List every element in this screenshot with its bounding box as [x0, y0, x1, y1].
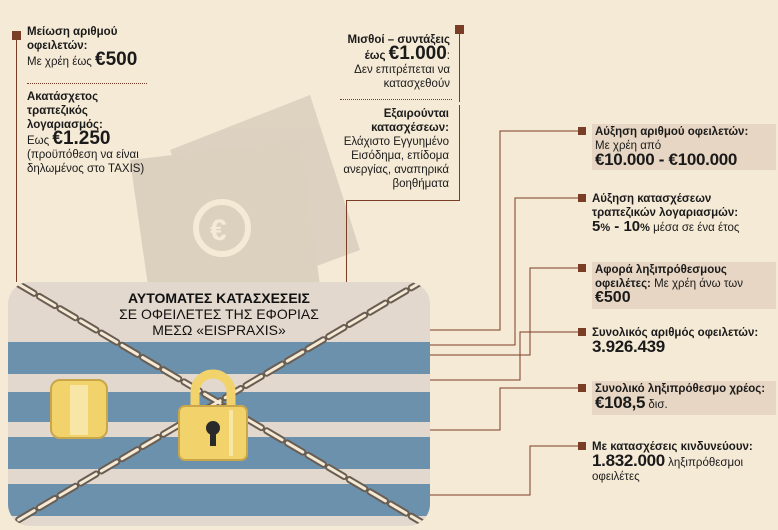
padlock-highlight	[229, 410, 233, 456]
right-note-1-text: Με χρέη από	[595, 140, 662, 152]
padlock-icon	[173, 368, 253, 462]
salaries-heading: Μισθοί – συντάξεις	[347, 34, 450, 46]
salaries-amount: €1.000	[388, 43, 447, 64]
debtors-reduction-prefix: Με χρέη έως	[27, 56, 96, 68]
right-note-5-heading: Συνολικό ληξιπρόθεσμο χρέος:	[595, 383, 766, 395]
salaries-colon: :	[446, 50, 450, 62]
right-note-3-heading: Αφορά ληξιπρόθεσμους οφειλέτες:	[595, 264, 727, 290]
right-note-2-value-2: 10	[623, 218, 641, 235]
exempt-heading: Εξαιρούνται κατασχέσεων:	[371, 108, 449, 134]
right-note-2-text: μέσα σε ένα έτος	[649, 222, 740, 234]
bank-card-illustration	[8, 282, 430, 526]
right-note-total-debtors	[592, 326, 774, 356]
keyhole-slot	[210, 430, 216, 446]
unseizable-account-prefix: Εως	[27, 135, 53, 147]
right-bullet-4	[578, 328, 586, 336]
right-note-4-heading: Συνολικός αριθμός οφειλετών:	[592, 327, 759, 339]
right-note-2-dash: -	[610, 218, 624, 235]
connector-4	[420, 332, 580, 380]
right-note-overdue	[592, 262, 776, 309]
exempt-text: Ελάχιστο Εγγυημένο Εισόδημα, επίδομα ανεργίας, αναπηρικά βοηθήματα	[343, 136, 449, 190]
right-note-2-value-1: 5	[592, 218, 601, 235]
card-title	[8, 290, 430, 338]
padlock-shackle	[195, 374, 231, 408]
card-title-line-3: ΜΕΣΩ «EISPRAXIS»	[152, 322, 286, 338]
right-note-3-value: €500	[595, 289, 631, 306]
right-bullet-2	[578, 194, 586, 202]
connector-5	[420, 388, 580, 430]
right-note-1-heading: Αύξηση αριθμού οφειλετών:	[595, 126, 749, 138]
connector-6	[420, 446, 580, 495]
right-note-6-value: 1.832.000	[592, 451, 665, 470]
euro-symbol-icon: €	[210, 214, 227, 247]
right-note-2-heading: Αύξηση κατασχέσεων τραπεζικών λογαριασμών:	[592, 193, 739, 219]
salaries-text: Δεν επιτρέπεται να κατασχεθούν	[354, 64, 450, 90]
right-bullet-1	[578, 127, 586, 135]
right-note-at-risk	[592, 440, 774, 484]
right-note-3-text: Με χρέη άνω των	[650, 278, 743, 290]
right-note-1-value: €10.000 - €100.000	[595, 150, 738, 169]
right-note-6-heading: Με κατασχέσεις κινδυνεύουν:	[592, 441, 753, 453]
card-title-line-1: ΑΥΤΟΜΑΤΕΣ ΚΑΤΑΣΧΕΣΕΙΣ	[128, 290, 310, 306]
right-note-seizures-increase	[592, 192, 774, 235]
right-note-5-value: €108,5	[595, 393, 646, 412]
debtors-reduction-amount: €500	[95, 49, 138, 70]
connector-1	[420, 131, 580, 330]
right-note-total-debt	[592, 381, 776, 415]
right-note-2-percent-1: %	[600, 222, 611, 234]
right-bullet-3	[578, 264, 586, 272]
right-note-4-value: 3.926.439	[592, 337, 665, 356]
salaries-prefix: έως	[364, 50, 389, 62]
debtors-reduction-heading: Μείωση αριθμού οφειλετών:	[27, 26, 118, 52]
right-note-6-text: ληξιπρόθεσμοι οφειλέτες	[592, 457, 744, 483]
right-bullet-5	[578, 384, 586, 392]
right-note-5-unit: δισ.	[645, 399, 668, 411]
unseizable-account-condition: (προϋπόθεση να είναι δηλωμένος στο TAXIS)	[27, 149, 145, 175]
right-bullet-6	[578, 442, 586, 450]
unseizable-account-heading: Ακατάσχετος τραπεζικός λογαριασμός:	[27, 91, 103, 131]
unseizable-account-amount: €1.250	[52, 128, 111, 149]
card-title-line-2: ΣΕ ΟΦΕΙΛΕΤΕΣ ΤΗΣ ΕΦΟΡΙΑΣ	[119, 306, 319, 322]
right-note-2-percent-2: %	[640, 222, 650, 234]
right-note-debtors-increase	[592, 124, 776, 170]
